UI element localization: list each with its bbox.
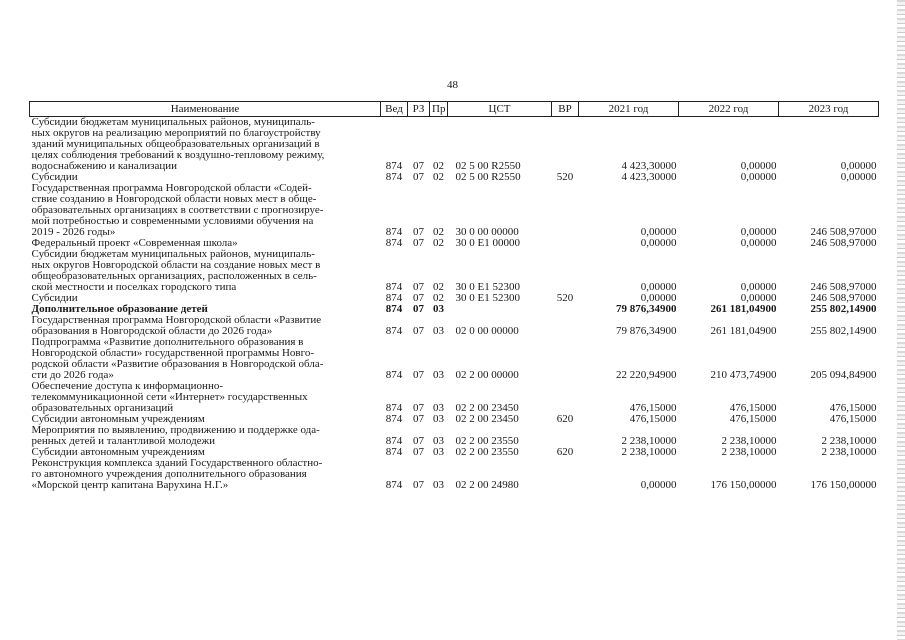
cell-vr [552,458,579,491]
header-pr: Пр [430,102,448,117]
cell-pr: 02 [433,237,444,249]
cell-rz: 07 [413,479,424,491]
cell-vr: 620 [556,413,574,425]
cell-rz: 07 [413,325,424,337]
table-row [30,337,879,381]
cell-ved: 874 [385,446,403,458]
cell-name [30,337,381,381]
name-line: Субсидии [31,292,78,304]
name-line: мой потребностью и современными условиями обучения на [31,215,314,227]
cell-2023: 255 802,14900 [810,325,877,337]
cell-name [30,381,381,414]
table-row [30,183,879,238]
cell-cst: 30 0 E1 52300 [455,281,520,293]
name-line: телекоммуникационной сети «Интернет» государственных [31,391,308,403]
cell-2022: 0,00000 [740,237,777,249]
cell-2021: 0,00000 [640,226,677,238]
cell-2022: 261 181,04900 [710,325,777,337]
cell-ved: 874 [385,369,403,381]
cell-vr [552,183,579,238]
cell-ved: 874 [385,237,403,249]
name-line: ренных детей и талантливой молодежи [31,435,216,447]
name-line: образования в Новгородской области до 2026 года» [31,325,273,337]
header-rz: РЗ [408,102,430,117]
name-line: ных округов Новгородской области на создание новых мест в [31,259,321,271]
header-2021: 2021 год [579,102,679,117]
cell-ved: 874 [385,402,403,414]
table-body [30,117,879,492]
cell-vr [552,381,579,414]
cell-2021: 79 876,34900 [616,325,677,337]
cell-2022: 176 150,00000 [710,479,777,491]
cell-2021: 476,15000 [629,402,677,414]
cell-2022: 261 181,04900 [710,303,777,315]
cell-ved: 874 [385,435,403,447]
cell-name [30,117,381,173]
cell-rz: 07 [413,171,424,183]
name-line: ных округов на реализацию мероприятий по благоустройству [31,127,321,139]
name-line: Государственная программа Новгородской области «Содей- [31,182,312,194]
header-row [30,102,879,117]
cell-vr: 620 [556,446,574,458]
cell-rz: 07 [413,292,424,304]
name-line: Новгородской области» государственной программы Новго- [31,347,315,359]
cell-2021: 0,00000 [640,479,677,491]
cell-rz: 07 [413,160,424,172]
cell-2023: 246 508,97000 [810,281,877,293]
table-row [30,458,879,491]
name-line: образовательных организациях в соответствии с прогнозируе- [31,204,324,216]
cell-rz: 07 [413,303,424,315]
cell-pr: 02 [433,171,444,183]
cell-cst [448,304,552,315]
cell-ved: 874 [385,226,403,238]
name-line: ствие созданию в Новгородской области новых мест в обще- [31,193,317,205]
name-line: Мероприятия по выявлению, продвижению и поддержке ода- [31,424,320,436]
cell-2023: 205 094,84900 [810,369,877,381]
name-line: водоснабжению и канализации [31,160,178,172]
cell-cst: 02 0 00 00000 [455,325,519,337]
cell-name [30,315,381,337]
cell-vr [552,337,579,381]
name-line: Субсидии бюджетам муниципальных районов, муниципаль- [31,248,315,260]
table-row [30,249,879,293]
cell-ved: 874 [385,413,403,425]
cell-cst: 30 0 00 00000 [455,226,519,238]
cell-2022: 476,15000 [729,402,777,414]
cell-2023: 176 150,00000 [810,479,877,491]
header-name: Наименование [30,102,381,117]
name-line: Субсидии автономным учреждениям [31,413,205,425]
scan-edge [897,0,905,640]
table-row [30,381,879,414]
cell-cst: 02 2 00 23450 [455,402,519,414]
header-vr: ВР [552,102,579,117]
name-line: «Морской центр капитана Варухина Н.Г.» [31,479,229,491]
cell-2023: 476,15000 [829,413,877,425]
page-number: 48 [447,79,458,91]
cell-cst: 02 2 00 24980 [455,479,519,491]
cell-2023: 2 238,10000 [821,446,877,458]
cell-cst: 02 2 00 23450 [455,413,519,425]
cell-ved: 874 [385,325,403,337]
cell-2022: 2 238,10000 [721,446,777,458]
cell-rz: 07 [413,369,424,381]
cell-pr: 02 [433,281,444,293]
name-line: ской местности и поселках городского типа [31,281,237,293]
cell-cst: 02 5 00 R2550 [455,160,521,172]
cell-pr: 03 [433,402,444,414]
cell-rz: 07 [413,237,424,249]
cell-pr: 03 [433,435,444,447]
cell-pr: 03 [433,303,444,315]
name-line: 2019 - 2026 годы» [31,226,116,238]
cell-2022: 476,15000 [729,413,777,425]
name-line: целях соблюдения требований к воздушно-тепловому режиму, [31,149,325,161]
cell-name [30,183,381,238]
cell-ved: 874 [385,160,403,172]
cell-2022: 2 238,10000 [721,435,777,447]
name-line: Субсидии автономным учреждениям [31,446,205,458]
cell-vr [552,304,579,315]
cell-2023: 2 238,10000 [821,435,877,447]
cell-ved: 874 [385,292,403,304]
cell-rz: 07 [413,446,424,458]
cell-2023: 246 508,97000 [810,226,877,238]
cell-vr [552,117,579,173]
cell-2023: 246 508,97000 [810,237,877,249]
name-line: Субсидии [31,171,78,183]
cell-cst: 02 5 00 R2550 [455,171,521,183]
cell-pr: 03 [433,413,444,425]
header-2022: 2022 год [679,102,779,117]
cell-ved: 874 [385,479,403,491]
cell-cst: 30 0 E1 00000 [455,237,520,249]
cell-ved: 874 [385,171,403,183]
name-line: Реконструкция комплекса зданий Государственного областно- [31,457,323,469]
header-ved: Вед [381,102,408,117]
cell-ved: 874 [385,281,403,293]
cell-2021: 4 423,30000 [621,171,677,183]
budget-table [29,101,879,491]
cell-2022: 210 473,74900 [710,369,777,381]
name-line: Субсидии бюджетам муниципальных районов, муниципаль- [31,116,315,128]
cell-2021: 0,00000 [640,281,677,293]
header-2023: 2023 год [779,102,879,117]
name-line: образовательных организаций [31,402,174,414]
table-row [30,117,879,173]
name-line: Федеральный проект «Современная школа» [31,237,238,249]
cell-vr [552,238,579,249]
table-row [30,315,879,337]
name-line: Дополнительное образование детей [31,303,208,315]
cell-2022: 0,00000 [740,171,777,183]
name-line: Обеспечение доступа к информационно- [31,380,223,392]
cell-ved: 874 [385,303,403,315]
cell-rz: 07 [413,402,424,414]
header-cst: ЦСТ [448,102,552,117]
cell-pr: 02 [433,160,444,172]
cell-2022: 0,00000 [740,160,777,172]
name-line: Подпрограмма «Развитие дополнительного образования в [31,336,304,348]
cell-2021: 2 238,10000 [621,446,677,458]
name-line: родской области «Развитие образования в Новгородской обла- [31,358,324,370]
cell-2021: 22 220,94900 [616,369,677,381]
cell-pr: 03 [433,479,444,491]
cell-2021: 79 876,34900 [616,303,677,315]
cell-cst: 30 0 E1 52300 [455,292,520,304]
cell-2023: 0,00000 [840,171,877,183]
cell-2023: 476,15000 [829,402,877,414]
name-line: го автономного учреждения дополнительного образования [31,468,307,480]
name-line: Государственная программа Новгородской области «Развитие [31,314,322,326]
cell-name [30,425,381,447]
cell-2022: 0,00000 [740,281,777,293]
cell-vr [552,315,579,337]
cell-rz: 07 [413,413,424,425]
cell-2022: 0,00000 [740,292,777,304]
cell-cst: 02 2 00 23550 [455,446,519,458]
table-row [30,425,879,447]
cell-rz: 07 [413,226,424,238]
cell-pr: 03 [433,369,444,381]
cell-name [30,458,381,491]
cell-2022: 0,00000 [740,226,777,238]
cell-2023: 255 802,14900 [810,303,877,315]
cell-pr: 02 [433,226,444,238]
cell-name [30,249,381,293]
cell-vr [552,425,579,447]
cell-2021: 0,00000 [640,237,677,249]
cell-rz: 07 [413,281,424,293]
cell-pr: 03 [433,325,444,337]
name-line: зданий муниципальных общеобразовательных организаций в [31,138,320,150]
cell-2021: 476,15000 [629,413,677,425]
cell-2021: 2 238,10000 [621,435,677,447]
cell-vr: 520 [556,171,574,183]
cell-pr: 02 [433,292,444,304]
cell-2023: 246 508,97000 [810,292,877,304]
table-header [30,102,879,117]
cell-2023: 0,00000 [840,160,877,172]
cell-rz: 07 [413,435,424,447]
cell-cst: 02 2 00 00000 [455,369,519,381]
cell-vr: 520 [556,292,574,304]
cell-2021: 4 423,30000 [621,160,677,172]
cell-2021: 0,00000 [640,292,677,304]
name-line: сти до 2026 года» [31,369,114,381]
cell-cst: 02 2 00 23550 [455,435,519,447]
cell-pr: 03 [433,446,444,458]
cell-vr [552,249,579,293]
name-line: общеобразовательных организациях, расположенных в сель- [31,270,317,282]
